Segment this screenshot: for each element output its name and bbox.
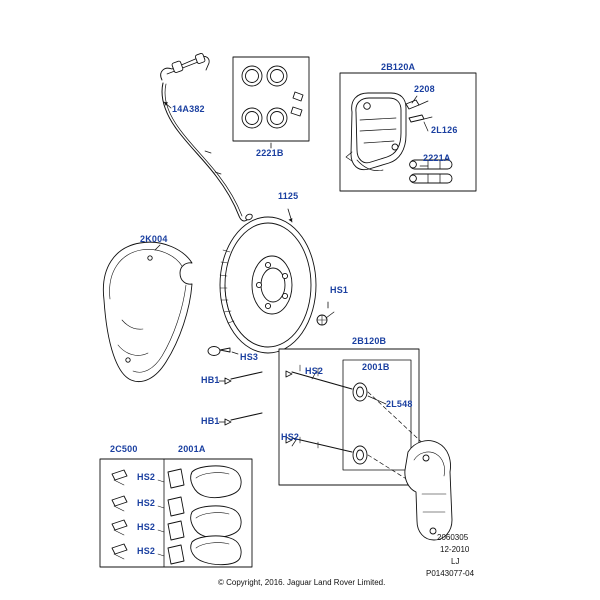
footer-doc-number: 2060305 xyxy=(437,533,469,542)
callout-2L126: 2L126 xyxy=(431,125,458,135)
callout-HS1: HS1 xyxy=(330,285,349,295)
callout-2L548: 2L548 xyxy=(386,399,413,409)
footer-model: LJ xyxy=(451,557,460,566)
callout-2221B: 2221B xyxy=(256,148,284,158)
callout-2221A: 2221A xyxy=(423,153,451,163)
hs3-screw-group xyxy=(208,347,238,356)
callout-HS2-bracket-upper: HS2 xyxy=(305,366,324,376)
callout-HS2-clip-3: HS2 xyxy=(137,522,156,532)
callout-HS3: HS3 xyxy=(240,352,259,362)
callout-HB1-lower: HB1 xyxy=(201,416,220,426)
brake-disc-group xyxy=(220,209,316,353)
callout-HS2-clip-2: HS2 xyxy=(137,498,156,508)
footer-date: 12-2010 xyxy=(440,545,470,554)
disc-shield-group xyxy=(103,242,192,381)
callout-2K004: 2K004 xyxy=(140,234,168,244)
callout-2208: 2208 xyxy=(414,84,435,94)
callout-2B120B: 2B120B xyxy=(352,336,387,346)
callout-14A382: 14A382 xyxy=(172,104,205,114)
callout-2C500: 2C500 xyxy=(110,444,138,454)
hs1-screw-group xyxy=(317,302,334,325)
hb1-bolt-group xyxy=(219,372,262,425)
callout-1125: 1125 xyxy=(278,191,299,201)
anchor-bracket-group xyxy=(279,349,452,540)
footer-drawing-id: P0143077-04 xyxy=(426,569,475,578)
callout-HS2-bracket-lower: HS2 xyxy=(281,432,300,442)
copyright-notice: © Copyright, 2016. Jaguar Land Rover Limited. xyxy=(218,578,386,587)
seal-kit-group xyxy=(233,57,309,148)
callout-2001A: 2001A xyxy=(178,444,206,454)
callout-HS2-clip-4: HS2 xyxy=(137,546,156,556)
pads-clips-group xyxy=(100,459,252,567)
callout-HB1-upper: HB1 xyxy=(201,375,220,385)
callout-2B120A: 2B120A xyxy=(381,62,416,72)
callout-HS2-clip-1: HS2 xyxy=(137,472,156,482)
callout-2001B: 2001B xyxy=(362,362,390,372)
